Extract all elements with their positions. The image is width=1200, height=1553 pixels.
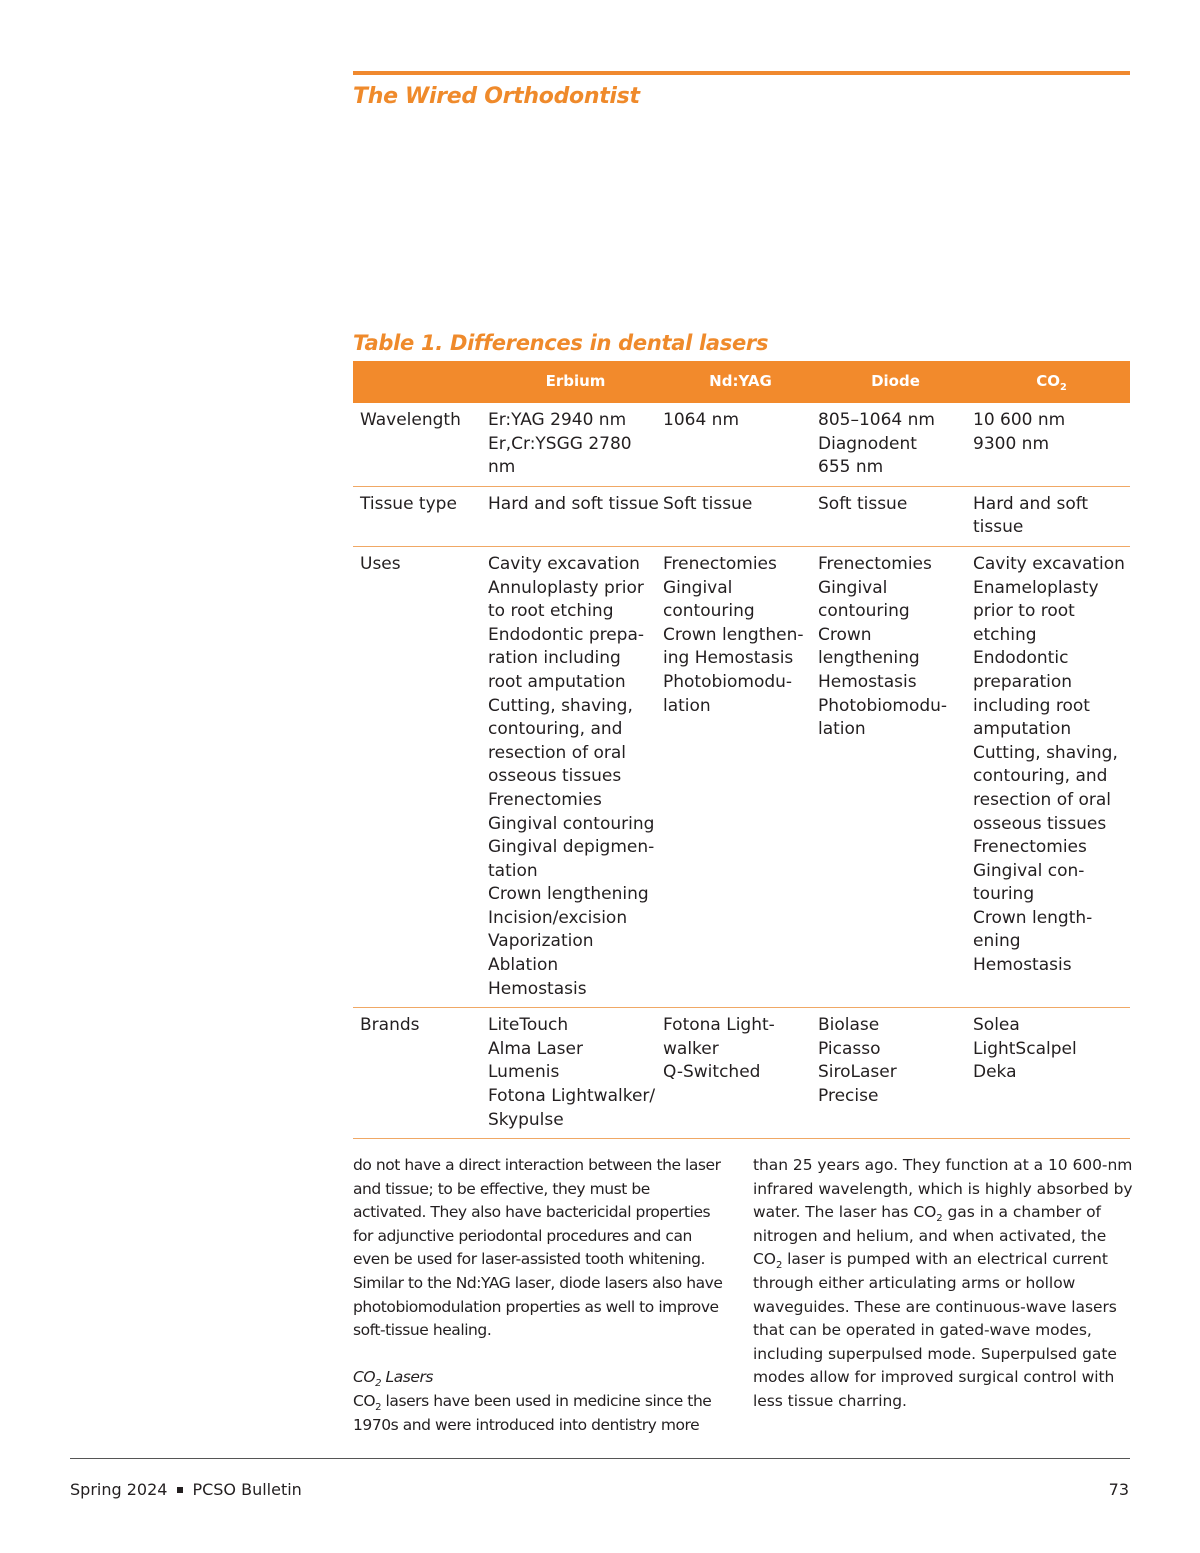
body-column-right [753, 1154, 1133, 1414]
cell-line: Frenectomies [663, 553, 777, 574]
cell-line: Diagnodent [818, 433, 917, 454]
table-cell [663, 546, 818, 1007]
row-label: Wavelength [353, 403, 488, 486]
cell-line: Frenectomies [973, 837, 1087, 858]
cell-line: LightScalpel [973, 1038, 1077, 1059]
cell-line: Precise [818, 1086, 879, 1107]
table-cell [973, 546, 1130, 1007]
body-column-left [353, 1154, 725, 1437]
cell-line: Gingival [818, 577, 888, 598]
table-cell [488, 546, 663, 1007]
cell-line: resection of oral [973, 789, 1112, 810]
table-cell [818, 486, 973, 546]
cell-line: nm [488, 457, 516, 478]
cell-line: preparation [973, 671, 1073, 692]
table-cell [488, 1008, 663, 1139]
cell-line: contouring, and [488, 719, 623, 740]
table-cell [488, 486, 663, 546]
cell-line: Hemostasis [488, 978, 587, 999]
table-cell [818, 403, 973, 486]
cell-line: Endodontic [973, 648, 1069, 669]
footer-separator-square [177, 1487, 183, 1493]
col-header-ndyag: Nd:YAG [663, 361, 818, 403]
footer-issue-date: Spring 2024 [70, 1480, 168, 1499]
footer-rule [70, 1458, 1130, 1459]
table-row [353, 403, 1130, 486]
cell-line: SiroLaser [818, 1062, 897, 1083]
cell-line: 655 nm [818, 457, 884, 478]
cell-line: osseous tissues [973, 813, 1107, 834]
col-header-co2: $CO_2$ [973, 361, 1130, 403]
footer-issue [70, 1480, 302, 1499]
cell-line: Crown lengthening [488, 884, 649, 905]
cell-line: 805–1064 nm [818, 410, 935, 430]
cell-line: Hemostasis [818, 671, 917, 692]
cell-line: Er:YAG 2940 nm [488, 410, 627, 430]
cell-line: Solea [973, 1015, 1020, 1036]
cell-line: touring [973, 884, 1035, 905]
cell-line: walker [663, 1038, 719, 1059]
col-header-blank [353, 361, 488, 403]
table-cell [663, 1008, 818, 1139]
dental-lasers-table [353, 361, 1130, 1139]
cell-line: Vaporization [488, 931, 594, 952]
cell-line: Photobiomodu- [663, 671, 793, 692]
cell-line: Cavity excavation [488, 553, 640, 574]
cell-line: ration including [488, 648, 621, 669]
cell-line: Frenectomies [818, 553, 932, 574]
table-cell [973, 1008, 1130, 1139]
cell-line: Soft tissue [663, 493, 753, 514]
cell-line: Photobiomodu- [818, 695, 948, 716]
row-label: Tissue type [353, 486, 488, 546]
table-body [353, 403, 1130, 1139]
table-cell [663, 403, 818, 486]
col-header-erbium: Erbium [488, 361, 663, 403]
table-cell [818, 1008, 973, 1139]
cell-line: tissue [973, 517, 1024, 538]
cell-line: including root [973, 695, 1090, 716]
cell-line: Gingival depigmen- [488, 837, 655, 858]
cell-line: 9300 nm [973, 433, 1050, 454]
table-title: Table 1. Differences in dental lasers [353, 331, 769, 355]
cell-line: contouring, and [973, 766, 1108, 787]
cell-line: lation [663, 695, 711, 716]
cell-line: Frenectomies [488, 789, 602, 810]
table-row [353, 486, 1130, 546]
cell-line: resection of oral [488, 742, 627, 763]
cell-line: Crown [818, 624, 872, 645]
cell-line: Hard and soft tissue [488, 493, 659, 514]
co2-lasers-subheading: $CO_2$ Lasers [353, 1368, 434, 1390]
cell-line: Gingival contouring [488, 813, 655, 834]
cell-line: Q-Switched [663, 1062, 761, 1083]
cell-line: Gingival con- [973, 860, 1085, 881]
cell-line: ening [973, 931, 1021, 952]
table-cell [973, 486, 1130, 546]
cell-line: Fotona Lightwalker/ [488, 1086, 656, 1107]
cell-line: Gingival [663, 577, 733, 598]
cell-line: tation [488, 860, 538, 881]
cell-line: Deka [973, 1062, 1017, 1083]
cell-line: Cutting, shaving, [488, 695, 633, 716]
cell-line: Biolase [818, 1015, 880, 1036]
cell-line: Incision/excision [488, 907, 628, 928]
table-row [353, 1008, 1130, 1139]
cell-line: Cavity excavation [973, 553, 1125, 574]
cell-line: Ablation [488, 955, 559, 976]
cell-line: 1064 nm [663, 410, 740, 430]
cell-line: lengthening [818, 648, 920, 669]
cell-line: Er,Cr:YSGG 2780 [488, 433, 632, 454]
cell-line: amputation [973, 719, 1072, 740]
cell-line: Crown lengthen- [663, 624, 804, 645]
section-title: The Wired Orthodontist [353, 84, 640, 109]
footer-publication: PCSO Bulletin [192, 1480, 302, 1499]
cell-line: lation [818, 719, 866, 740]
cell-line: etching [973, 624, 1037, 645]
cell-line: Soft tissue [818, 493, 908, 514]
cell-line: Enameloplasty [973, 577, 1099, 598]
cell-line: Crown length- [973, 907, 1093, 928]
body-paragraph-right: than 25 years ago. They function at a 10 600-nm infrared wavelength, which is highly absorbed by water. The laser has $CO_2$ gas in a chamber of nitrogen and helium, and when activated, the $CO_2$ laser is pumped with an electrical current through either articulating arms or hollow waveguides. These are continuous-wave lasers that can be operated in gated-wave modes, including superpulsed mode. Superpulsed gate modes allow for improved surgical control with less tissue charring. [753, 1156, 1133, 1410]
row-label: Brands [353, 1008, 488, 1139]
table-header-row [353, 361, 1130, 403]
table-row [353, 546, 1130, 1007]
cell-line: Hemostasis [973, 955, 1072, 976]
cell-line: ing Hemostasis [663, 648, 794, 669]
body-paragraph: do not have a direct interaction between the laser and tissue; to be effective, they must be activated. They also have bactericidal properties for adjunctive periodontal procedures and can even be used for laser-assisted tooth whitening. Similar to the Nd:YAG laser, diode lasers also have photobiomodulation properties as well to improve soft-tissue healing. [353, 1156, 723, 1340]
cell-line: Endodontic prepa- [488, 624, 645, 645]
table-cell [488, 403, 663, 486]
cell-line: contouring [663, 601, 755, 622]
table-cell [663, 486, 818, 546]
cell-line: Alma Laser [488, 1038, 583, 1059]
body-paragraph-co2: $CO_2$ lasers have been used in medicine since the 1970s and were introduced into dentistry more [353, 1391, 712, 1434]
col-header-diode: Diode [818, 361, 973, 403]
cell-line: Picasso [818, 1038, 881, 1059]
table-cell [973, 403, 1130, 486]
header-rule [353, 71, 1130, 75]
cell-line: root amputation [488, 671, 626, 692]
cell-line: Fotona Light- [663, 1015, 775, 1036]
cell-line: 10 600 nm [973, 410, 1066, 430]
cell-line: prior to root [973, 601, 1075, 622]
table-cell [818, 546, 973, 1007]
row-label: Uses [353, 546, 488, 1007]
cell-line: contouring [818, 601, 910, 622]
cell-line: Annuloplasty prior [488, 577, 644, 598]
cell-line: Skypulse [488, 1109, 564, 1130]
page-number: 73 [1108, 1480, 1129, 1499]
cell-line: to root etching [488, 601, 614, 622]
cell-line: LiteTouch [488, 1015, 569, 1036]
cell-line: osseous tissues [488, 766, 622, 787]
cell-line: Cutting, shaving, [973, 742, 1118, 763]
cell-line: Lumenis [488, 1062, 560, 1083]
cell-line: Hard and soft [973, 493, 1089, 514]
